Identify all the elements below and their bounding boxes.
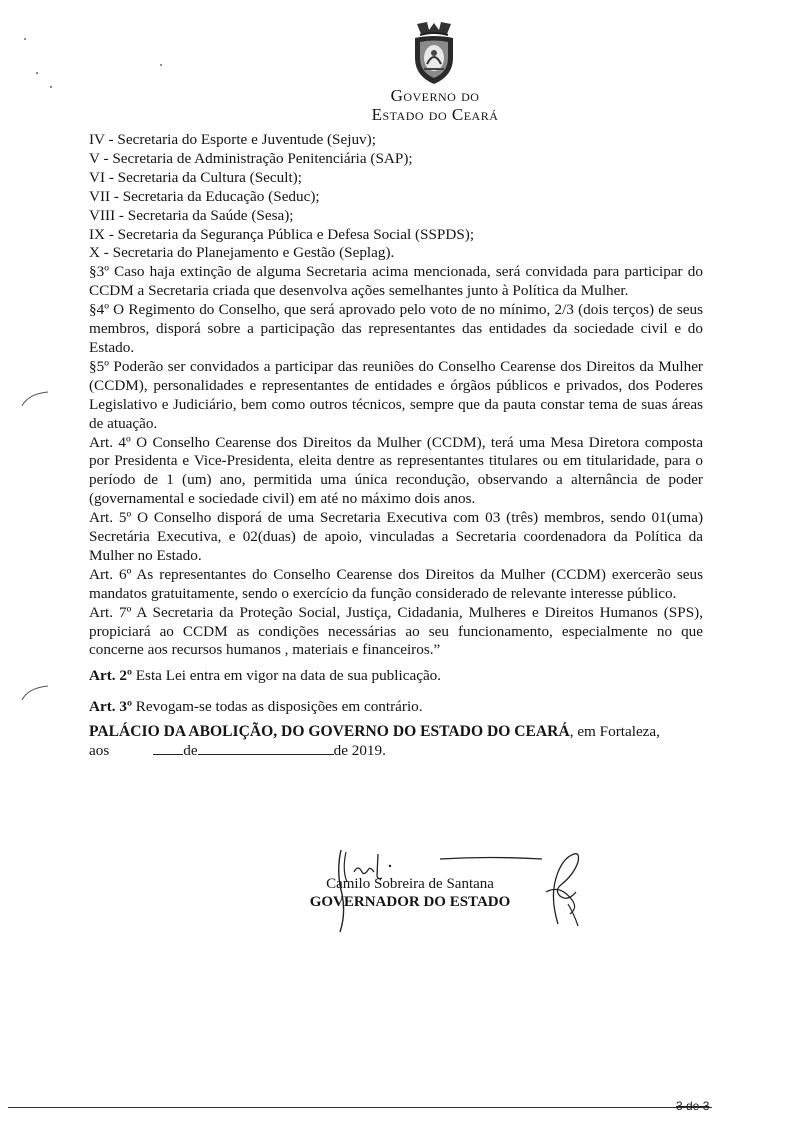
margin-mark	[20, 682, 50, 704]
footer-rule	[8, 1107, 712, 1108]
scan-speck	[24, 38, 26, 40]
margin-rubric	[540, 848, 590, 930]
state-crest-icon	[407, 20, 461, 86]
signature-block	[300, 875, 520, 911]
paragraph-5: §5º Poderão ser convidados a participar das reuniões do Conselho Cearense dos Direitos da Mulher (CCDM), personalidades e representantes de entidades e órgãos públicos e privados, dos Poderes Legislativo e Judiciário, bem como outros técnicos, sempre que da pauta constar tema de suas áreas de atuação.	[89, 357, 703, 432]
margin-mark	[20, 388, 50, 410]
list-item: X - Secretaria do Planejamento e Gestão (Seplag).	[89, 244, 395, 262]
article-4: Art. 4º O Conselho Cearense dos Direitos da Mulher (CCDM), terá uma Mesa Diretora composta por Presidenta e Vice-Presidenta, eleita dentre as representantes titulares ou em titularidade, para o período de 1 (um) ano, permitida uma única recondução, observando a alternância de poder (governamental e sociedade civil) em até no máximo dois anos.	[89, 433, 703, 508]
header-line-2: Estado do Ceará	[371, 105, 499, 124]
date-year: de 2019.	[333, 742, 386, 760]
article-2-label: Art. 2º	[89, 667, 132, 685]
date-line	[89, 742, 703, 761]
scan-speck	[160, 64, 162, 66]
page-number: 3 de 3	[676, 1099, 710, 1113]
closing-city: , em Fortaleza,	[569, 723, 660, 741]
day-blank	[153, 742, 183, 755]
article-3-text: Revogam-se todas as disposições em contrário.	[131, 698, 423, 716]
date-aos: aos	[89, 742, 110, 760]
article-3	[89, 698, 703, 717]
month-blank	[198, 742, 334, 755]
article-5: Art. 5º O Conselho disporá de uma Secretaria Executiva com 03 (três) membros, sendo 01(uma) Secretária Executiva, e 02(duas) de apoio, vinculadas a Secretaria coordenadora da Política da Mulher no Estado.	[89, 509, 703, 564]
palace-name: PALÁCIO DA ABOLIÇÃO, DO GOVERNO DO ESTADO DO CEARÁ	[89, 723, 570, 741]
document-body	[89, 131, 703, 761]
article-2	[89, 667, 703, 686]
signatory-name: Camilo Sobreira de Santana	[326, 876, 494, 892]
article-2-text: Esta Lei entra em vigor na data de sua publicação.	[131, 667, 442, 685]
paragraph-4: §4º O Regimento do Conselho, que será aprovado pelo voto de no mínimo, 2/3 (dois terços) de seus membros, disporá sobre a participação das representantes das entidades da sociedade civil e do Estado.	[89, 301, 703, 356]
article-7: Art. 7º A Secretaria da Proteção Social, Justiça, Cidadania, Mulheres e Direitos Humanos (SPS), propiciará ao CCDM as condições necessárias ao seu funcionamento, especialmente no que concerne aos recursos humanos , materiais e financeiros.”	[89, 603, 703, 659]
paragraph-3: §3º Caso haja extinção de alguma Secretaria acima mencionada, será convidada para participar do CCDM a Secretaria criada que desenvolva ações semelhantes junto à Política da Mulher.	[89, 263, 703, 300]
government-header	[300, 86, 570, 124]
article-3-label: Art. 3º	[89, 698, 132, 716]
list-item: IV - Secretaria do Esporte e Juventude (Sejuv);	[89, 131, 376, 148]
article-6: Art. 6º As representantes do Conselho Cearense dos Direitos da Mulher (CCDM) exercerão seus mandatos gratuitamente, sendo o exercício da função considerado de relevante interesse público.	[89, 565, 703, 602]
date-de: de	[183, 742, 198, 760]
list-item: VII - Secretaria da Educação (Seduc);	[89, 187, 320, 205]
list-item: VIII - Secretaria da Saúde (Sesa);	[89, 206, 294, 224]
closing-statement	[89, 723, 703, 742]
scan-speck	[36, 72, 38, 74]
scan-speck	[50, 86, 52, 88]
list-item: V - Secretaria de Administração Penitenciária (SAP);	[89, 149, 413, 167]
list-item: IX - Secretaria da Segurança Pública e Defesa Social (SSPDS);	[89, 225, 475, 243]
header-line-1: Governo do	[390, 86, 480, 105]
signatory-title: GOVERNADOR DO ESTADO	[309, 894, 511, 910]
list-item: VI - Secretaria da Cultura (Secult);	[89, 168, 302, 186]
